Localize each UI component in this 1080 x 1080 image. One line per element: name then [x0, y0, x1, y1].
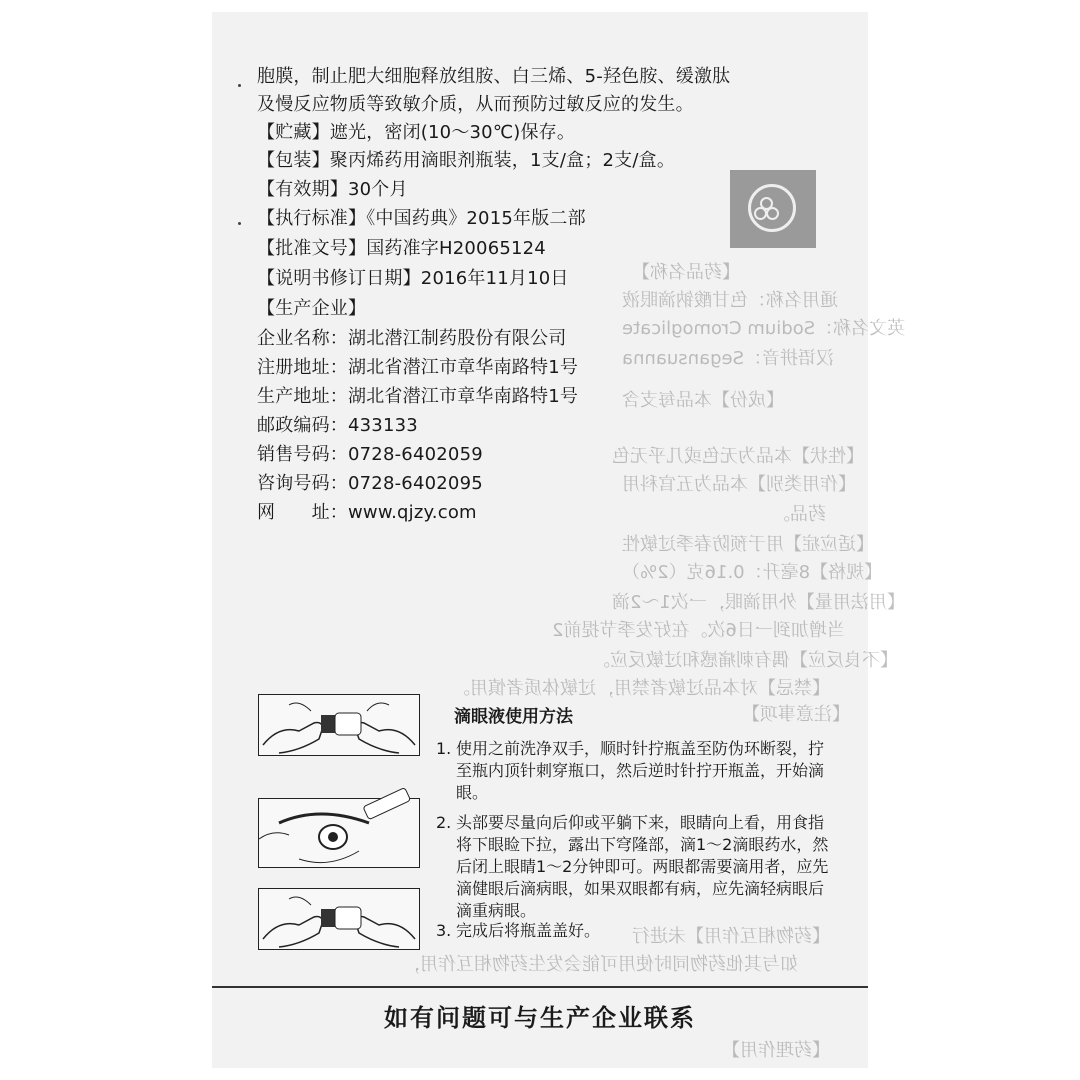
step-number: 2.: [436, 813, 452, 832]
bleed-line: 【成份】本品每支含: [622, 390, 784, 411]
instruction-step: [436, 920, 836, 942]
instruction-step: [436, 738, 836, 804]
bleed-line: 【不良反应】偶有刺痛感和过敏反应。: [592, 650, 898, 671]
sales-phone-line: 销售号码：0728-6402059: [257, 444, 483, 465]
bleed-line: 【性状】本品为无色或几乎无色: [612, 446, 864, 467]
close-bottle-figure: [258, 888, 420, 950]
bleed-line: 【禁忌】对本品过敏者禁用，过敏体质者慎用。: [452, 678, 830, 699]
instructions-title: 滴眼液使用方法: [454, 707, 573, 727]
bleed-line: 【规格】8毫升：0.16克（2%）: [622, 562, 883, 583]
bleed-line: 如与其他药物同时使用可能会发生药物相互作用，: [402, 954, 798, 975]
bleed-line: 当增加到一日6次。在好发季节提前2: [552, 620, 845, 641]
approval-number-line: 【批准文号】国药准字H20065124: [257, 238, 546, 259]
step-text: 完成后将瓶盖盖好。: [456, 921, 601, 940]
eye-drop-figure: [258, 798, 420, 868]
open-bottle-figure: [258, 694, 420, 756]
instruction-step: [436, 812, 836, 922]
bleed-line: 英文名称：Sodium Cromoglicate: [622, 318, 906, 339]
bleed-line: 通用名称：色甘酸钠滴眼液: [622, 290, 838, 311]
bleed-line: 【药品名称】: [632, 262, 740, 283]
footer-contact-note: 如有问题可与生产企业联系: [384, 1004, 696, 1032]
bleed-line: 汉语拼音：Segansuanna: [622, 348, 835, 369]
bleed-line: 【药理作用】: [722, 1040, 830, 1061]
text-line: 及慢反应物质等致敏介质，从而预防过敏反应的发生。: [257, 94, 694, 115]
inquiry-phone-line: 咨询号码：0728-6402095: [257, 473, 483, 494]
revision-date-line: 【说明书修订日期】2016年11月10日: [257, 268, 569, 289]
storage-line: 【贮藏】遮光，密闭(10～30℃)保存。: [257, 122, 576, 143]
website-line: 网 址：www.qjzy.com: [257, 502, 477, 523]
text-line: 胞膜，制止肥大细胞释放组胺、白三烯、5-羟色胺、缓激肽: [257, 66, 731, 87]
step-text: 使用之前洗净双手，顺时针拧瓶盖至防伪环断裂，拧至瓶内顶针刺穿瓶口，然后逆时针拧开瓶盖，开始滴眼。: [456, 739, 825, 802]
manufacturer-heading: 【生产企业】: [257, 298, 367, 319]
shelf-life-line: 【有效期】30个月: [257, 179, 408, 200]
standard-line: 【执行标准】《中国药典》2015年版二部: [257, 208, 586, 229]
bleed-line: 【适应症】用于预防春季过敏性: [622, 534, 874, 555]
step-number: 3.: [436, 921, 452, 940]
bleed-line: 药品。: [772, 504, 826, 525]
step-number: 1.: [436, 739, 452, 758]
postcode-line: 邮政编码：433133: [257, 415, 418, 436]
step-text: 头部要尽量向后仰或平躺下来，眼睛向上看，用食指将下眼睑下拉，露出下穹隆部，滴1～2滴眼药水，然后闭上眼睛1～2分钟即可。两眼都需要滴用者，应先滴健眼后滴病眼，如果双眼都有病，应先滴轻病眼后滴重病眼。: [456, 813, 829, 920]
package-line: 【包装】聚丙烯药用滴眼剂瓶装，1支/盒；2支/盒。: [257, 150, 676, 171]
leaflet-page: [212, 12, 906, 1068]
bleed-line: 【作用类别】本品为五官科用: [622, 474, 856, 495]
bleed-line: 【药物相互作用】未进行: [632, 926, 830, 947]
bleed-line: 【注意事项】: [742, 704, 850, 725]
bleed-line: 【用法用量】外用滴眼，一次1～2滴: [612, 592, 905, 613]
company-logo: [730, 170, 816, 248]
margin-mark: [238, 222, 241, 225]
logo-circle-icon: [748, 184, 796, 232]
registered-address-line: 注册地址：湖北省潜江市章华南路特1号: [257, 357, 579, 378]
company-name-line: 企业名称：湖北潜江制药股份有限公司: [257, 328, 567, 349]
production-address-line: 生产地址：湖北省潜江市章华南路特1号: [257, 386, 579, 407]
footer-divider: [212, 986, 868, 988]
margin-mark: [238, 84, 241, 87]
